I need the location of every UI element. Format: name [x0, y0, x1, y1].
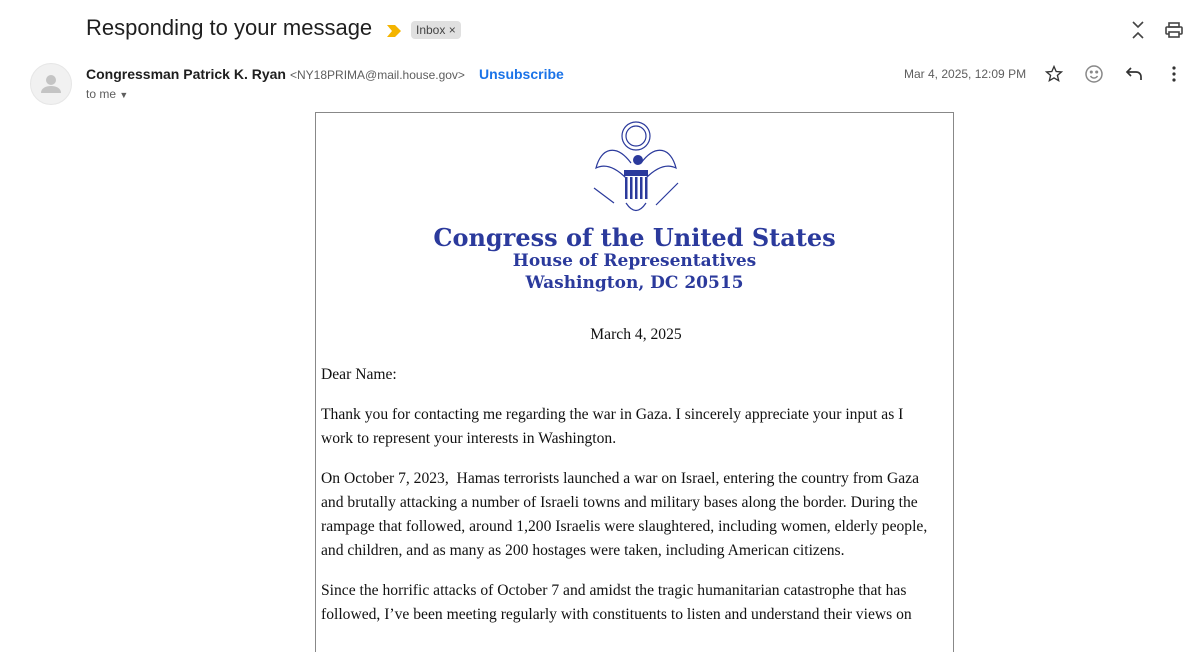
letter-paragraph-2 [321, 467, 951, 563]
line: rampage that followed, around 1,200 Israelis were slaughtered, including women, elderly people, [321, 518, 928, 535]
line: On October 7, 2023, Hamas terrorists launched a war on Israel, entering the country from Gaza [321, 470, 919, 487]
letter-paragraph-3 [321, 579, 951, 627]
inbox-label-text: Inbox [416, 23, 446, 37]
reply-icon[interactable] [1122, 62, 1146, 86]
print-icon[interactable] [1162, 18, 1186, 42]
person-icon [31, 64, 71, 104]
message-date: Mar 4, 2025, 12:09 PM [904, 67, 1027, 81]
letterhead-address: Washington, DC 20515 [525, 273, 744, 293]
letter-date: March 4, 2025 [590, 326, 682, 343]
letterhead-subtitle: House of Representatives [512, 251, 757, 271]
letter-body [315, 112, 954, 652]
remove-label-icon[interactable]: × [448, 23, 456, 37]
letterhead-title: Congress of the United States [433, 223, 836, 252]
emoji-reaction-icon[interactable] [1082, 62, 1106, 86]
sender-email: <NY18PRIMA@mail.house.gov> [290, 68, 465, 82]
great-seal-logo [586, 118, 686, 218]
more-options-icon[interactable] [1162, 62, 1186, 86]
unsubscribe-link[interactable]: Unsubscribe [479, 66, 564, 82]
email-subject: Responding to your message [86, 15, 373, 40]
recipient-text: to me [86, 87, 117, 101]
line: work to represent your interests in Washington. [321, 430, 617, 447]
collapse-all-icon[interactable] [1126, 18, 1150, 42]
line: followed, I’ve been meeting regularly with constituents to listen and understand their views on [321, 606, 912, 623]
recipient-details-toggle[interactable] [86, 87, 128, 101]
line: Thank you for contacting me regarding the war in Gaza. I sincerely appreciate your input as I [321, 406, 904, 423]
letter-paragraph-1 [321, 403, 951, 451]
chevron-down-icon: ▼ [119, 90, 129, 100]
sender-avatar[interactable] [30, 63, 72, 105]
inbox-label[interactable] [411, 21, 461, 39]
letter-salutation: Dear Name: [321, 366, 397, 383]
line: and brutally attacking a number of Israeli towns and military bases along the border. During the [321, 494, 918, 511]
line: Since the horrific attacks of October 7 and amidst the tragic humanitarian catastrophe that has [321, 582, 907, 599]
star-icon[interactable] [1042, 62, 1066, 86]
line: and children, and as many as 200 hostages were taken, including American citizens. [321, 542, 845, 559]
sender-name: Congressman Patrick K. Ryan [86, 66, 286, 82]
